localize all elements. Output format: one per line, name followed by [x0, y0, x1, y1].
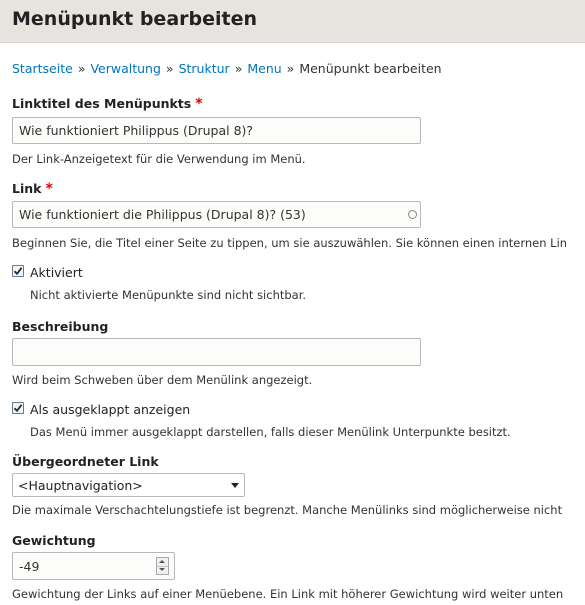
expanded-description: Das Menü immer ausgeklappt darstellen, falls dieser Menülink Unterpunkte besitzt.	[30, 425, 511, 439]
checkmark-icon	[13, 266, 23, 276]
breadcrumb-separator: »	[234, 61, 243, 76]
enabled-label[interactable]: Aktiviert	[30, 265, 83, 280]
breadcrumb-separator: »	[165, 61, 174, 76]
description-label: Beschreibung	[12, 319, 109, 334]
breadcrumb-current: Menüpunkt bearbeiten	[299, 61, 442, 76]
enabled-checkbox[interactable]	[12, 265, 24, 277]
parent-link-description: Die maximale Verschachtelungstiefe ist begrenzt. Manche Menülinks sind möglicherweise nicht	[12, 503, 563, 517]
enabled-description: Nicht aktivierte Menüpunkte sind nicht sichtbar.	[30, 288, 307, 302]
spinner-down-icon[interactable]	[157, 566, 168, 574]
page-title: Menüpunkt bearbeiten	[12, 8, 258, 30]
breadcrumb-link-struktur[interactable]: Struktur	[178, 61, 230, 76]
breadcrumb-link-menu[interactable]: Menu	[247, 61, 282, 76]
expanded-checkbox[interactable]	[12, 402, 24, 414]
breadcrumb-link-startseite[interactable]: Startseite	[12, 61, 73, 76]
breadcrumb	[12, 61, 442, 76]
required-marker: *	[195, 96, 203, 112]
breadcrumb-link-verwaltung[interactable]: Verwaltung	[90, 61, 161, 76]
link-label	[12, 181, 53, 197]
checkmark-icon	[13, 403, 23, 413]
parent-link-label: Übergeordneter Link	[12, 454, 159, 469]
link-description: Beginnen Sie, die Titel einer Seite zu tippen, um sie auszuwählen. Sie können einen internen Lin	[12, 236, 568, 250]
breadcrumb-separator: »	[286, 61, 295, 76]
link-title-label-text: Linktitel des Menüpunkts	[12, 96, 192, 111]
weight-description: Gewichtung der Links auf einer Menüebene. Ein Link mit höherer Gewichtung wird weiter unten	[12, 587, 564, 601]
description-field-description: Wird beim Schweben über dem Menülink angezeigt.	[12, 373, 313, 387]
parent-link-select[interactable]	[12, 473, 245, 497]
link-label-text: Link	[12, 181, 42, 196]
autocomplete-throbber-icon	[408, 210, 417, 219]
weight-value: -49	[19, 559, 40, 574]
chevron-down-icon	[231, 483, 239, 488]
breadcrumb-separator: »	[77, 61, 86, 76]
link-title-label	[12, 96, 203, 112]
parent-link-selected-value: <Hauptnavigation>	[18, 478, 143, 493]
weight-label: Gewichtung	[12, 533, 96, 548]
weight-number-input[interactable]	[12, 552, 175, 580]
link-title-description: Der Link-Anzeigetext für die Verwendung im Menü.	[12, 152, 306, 166]
link-autocomplete-input[interactable]	[12, 201, 421, 228]
page-header	[0, 0, 585, 43]
spinner-arrows-icon[interactable]	[156, 557, 169, 575]
expanded-label[interactable]: Als ausgeklappt anzeigen	[30, 402, 191, 417]
required-marker: *	[45, 181, 53, 197]
description-input[interactable]	[12, 338, 421, 366]
link-title-input[interactable]	[12, 117, 421, 144]
